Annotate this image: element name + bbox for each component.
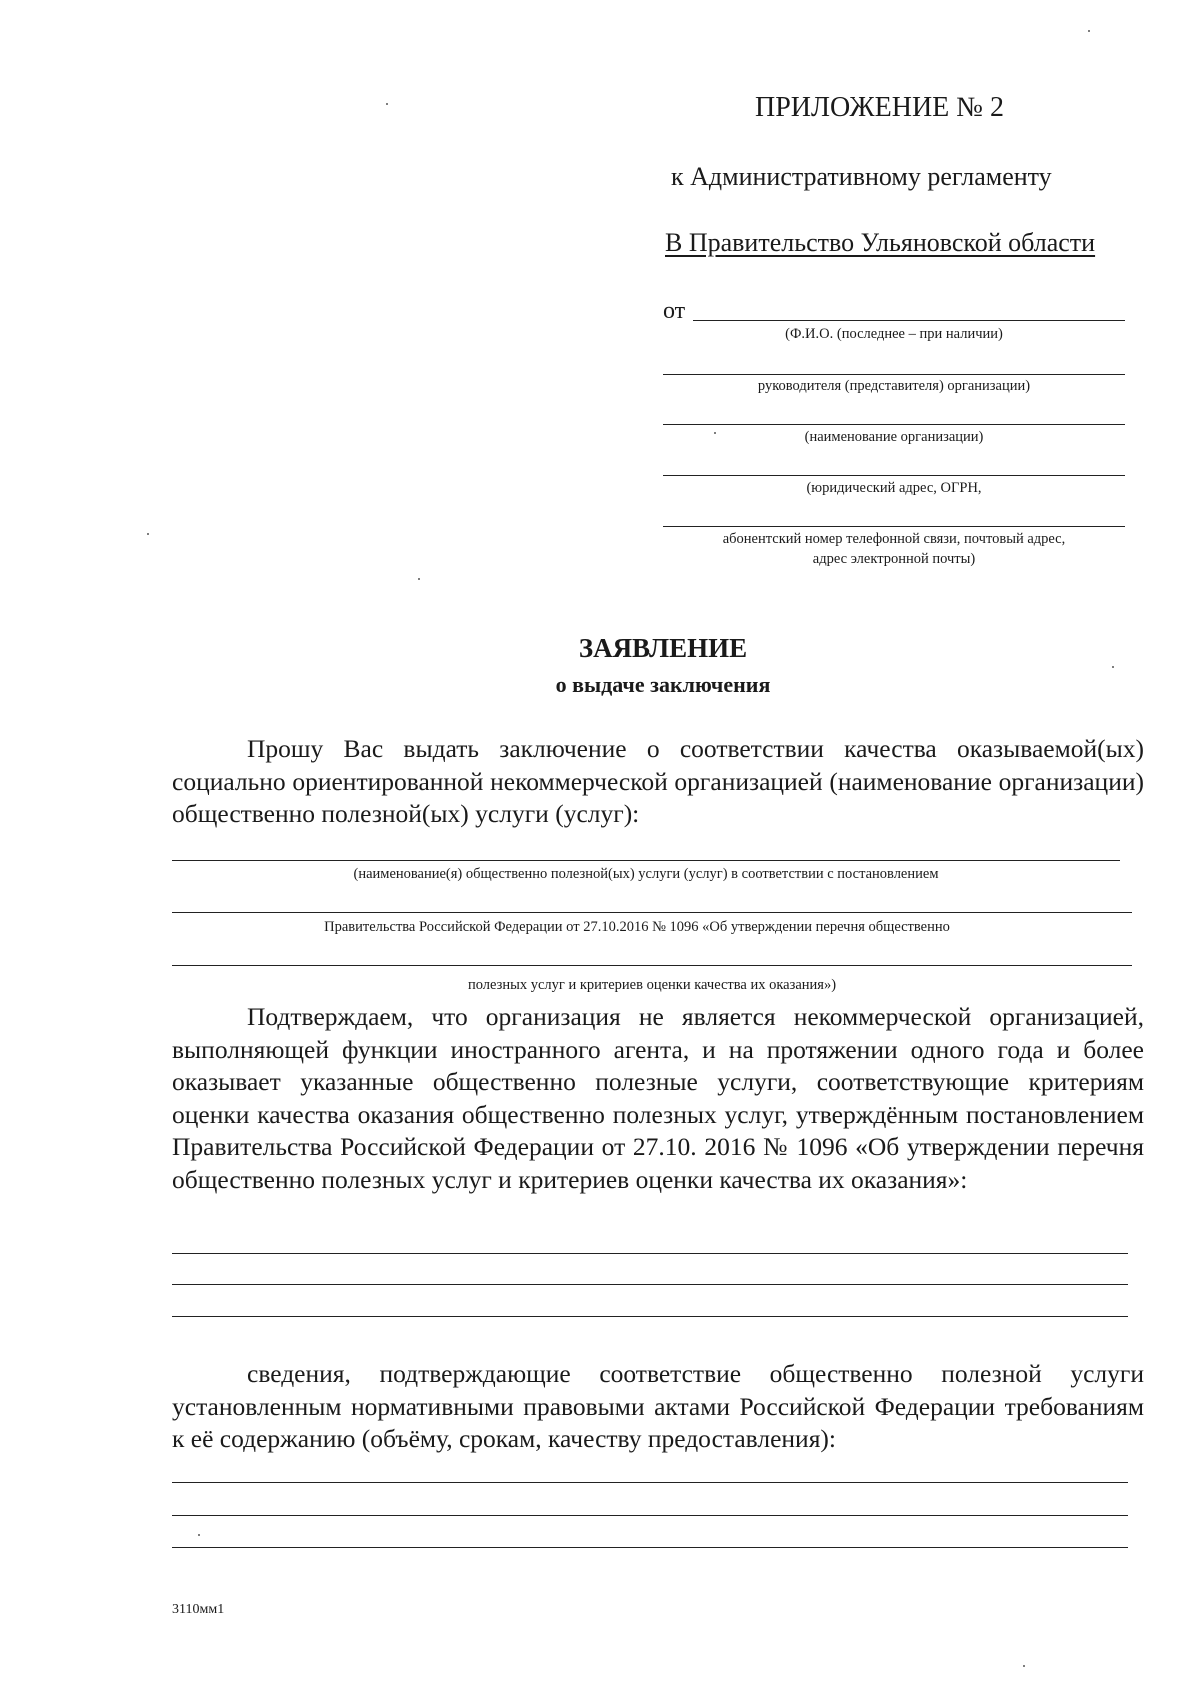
fill-line-criteria-3 (172, 1316, 1128, 1317)
fill-line-service-2 (172, 912, 1132, 913)
caption-contacts-email: адрес электронной почты) (812, 551, 976, 567)
regulation-reference: к Административному регламенту (671, 162, 1052, 191)
fill-line-service-3 (172, 965, 1132, 966)
from-fill-line (693, 320, 1125, 321)
compliance-paragraph: сведения, подтверждающие соответствие общественно полезной услуги установленным нормативными правовыми актами Российской Федерации требованиям к её содержанию (объёму, срокам, качеству предоставления): (172, 1359, 1144, 1453)
scan-speck (418, 578, 420, 580)
scan-speck (714, 432, 716, 434)
confirmation-paragraph: Подтверждаем, что организация не является некоммерческой организацией, выполняющей функции иностранного агента, и на протяжении одного года и более оказывает указанные общественно полезные услуги, соответствующие критериям оценки качества оказания общественно полезных услуг, утверждённым постановлением Правительства Российской Федерации от 27.10. 2016 № 1096 «Об утверждении перечня общественно полезных услуг и критериев оценки качества их оказания»: (172, 1002, 1144, 1194)
fill-line-criteria-1 (172, 1253, 1128, 1254)
appendix-title: ПРИЛОЖЕНИЕ № 2 (755, 92, 1004, 123)
recipient-line: В Правительство Ульяновской области (665, 228, 1096, 257)
fill-line-criteria-2 (172, 1284, 1128, 1285)
from-field (663, 298, 1125, 324)
fill-line-contacts (663, 526, 1125, 527)
scan-speck (1088, 30, 1090, 32)
fill-line-compliance-3 (172, 1547, 1128, 1548)
scan-speck (147, 533, 149, 535)
caption-service-1: (наименование(я) общественно полезной(ых) услуги (услуг) в соответствии с постановлением (353, 866, 939, 882)
caption-representative: руководителя (представителя) организации) (757, 378, 1031, 394)
fill-line-compliance-1 (172, 1482, 1128, 1483)
scan-speck (386, 103, 388, 105)
form-title: ЗАЯВЛЕНИЕ (578, 633, 748, 663)
from-label: от (663, 298, 686, 324)
document-code: 3110мм1 (172, 1602, 225, 1617)
caption-organization: (наименование организации) (804, 429, 984, 445)
fill-line-compliance-2 (172, 1515, 1128, 1516)
scan-speck (1112, 666, 1114, 668)
caption-contacts: абонентский номер телефонной связи, почтовый адрес, (722, 531, 1066, 547)
caption-service-2: Правительства Российской Федерации от 27.10.2016 № 1096 «Об утверждении перечня общественно (324, 919, 950, 935)
caption-service-3: полезных услуг и критериев оценки качества их оказания») (467, 977, 837, 993)
fill-line-organization (663, 424, 1125, 425)
caption-address: (юридический адрес, ОГРН, (806, 480, 982, 496)
form-subtitle: о выдаче заключения (555, 672, 771, 697)
fill-line-representative (663, 374, 1125, 375)
fill-line-address (663, 475, 1125, 476)
fill-line-service-1 (172, 860, 1120, 861)
scan-speck (1023, 1665, 1025, 1667)
request-paragraph: Прошу Вас выдать заключение о соответствии качества оказываемой(ых) социально ориентированной некоммерческой организацией (наименование организации) общественно полезной(ых) услуги (услуг): (172, 734, 1144, 828)
scan-speck (198, 1534, 200, 1536)
caption-fio: (Ф.И.О. (последнее – при наличии) (785, 326, 1003, 342)
